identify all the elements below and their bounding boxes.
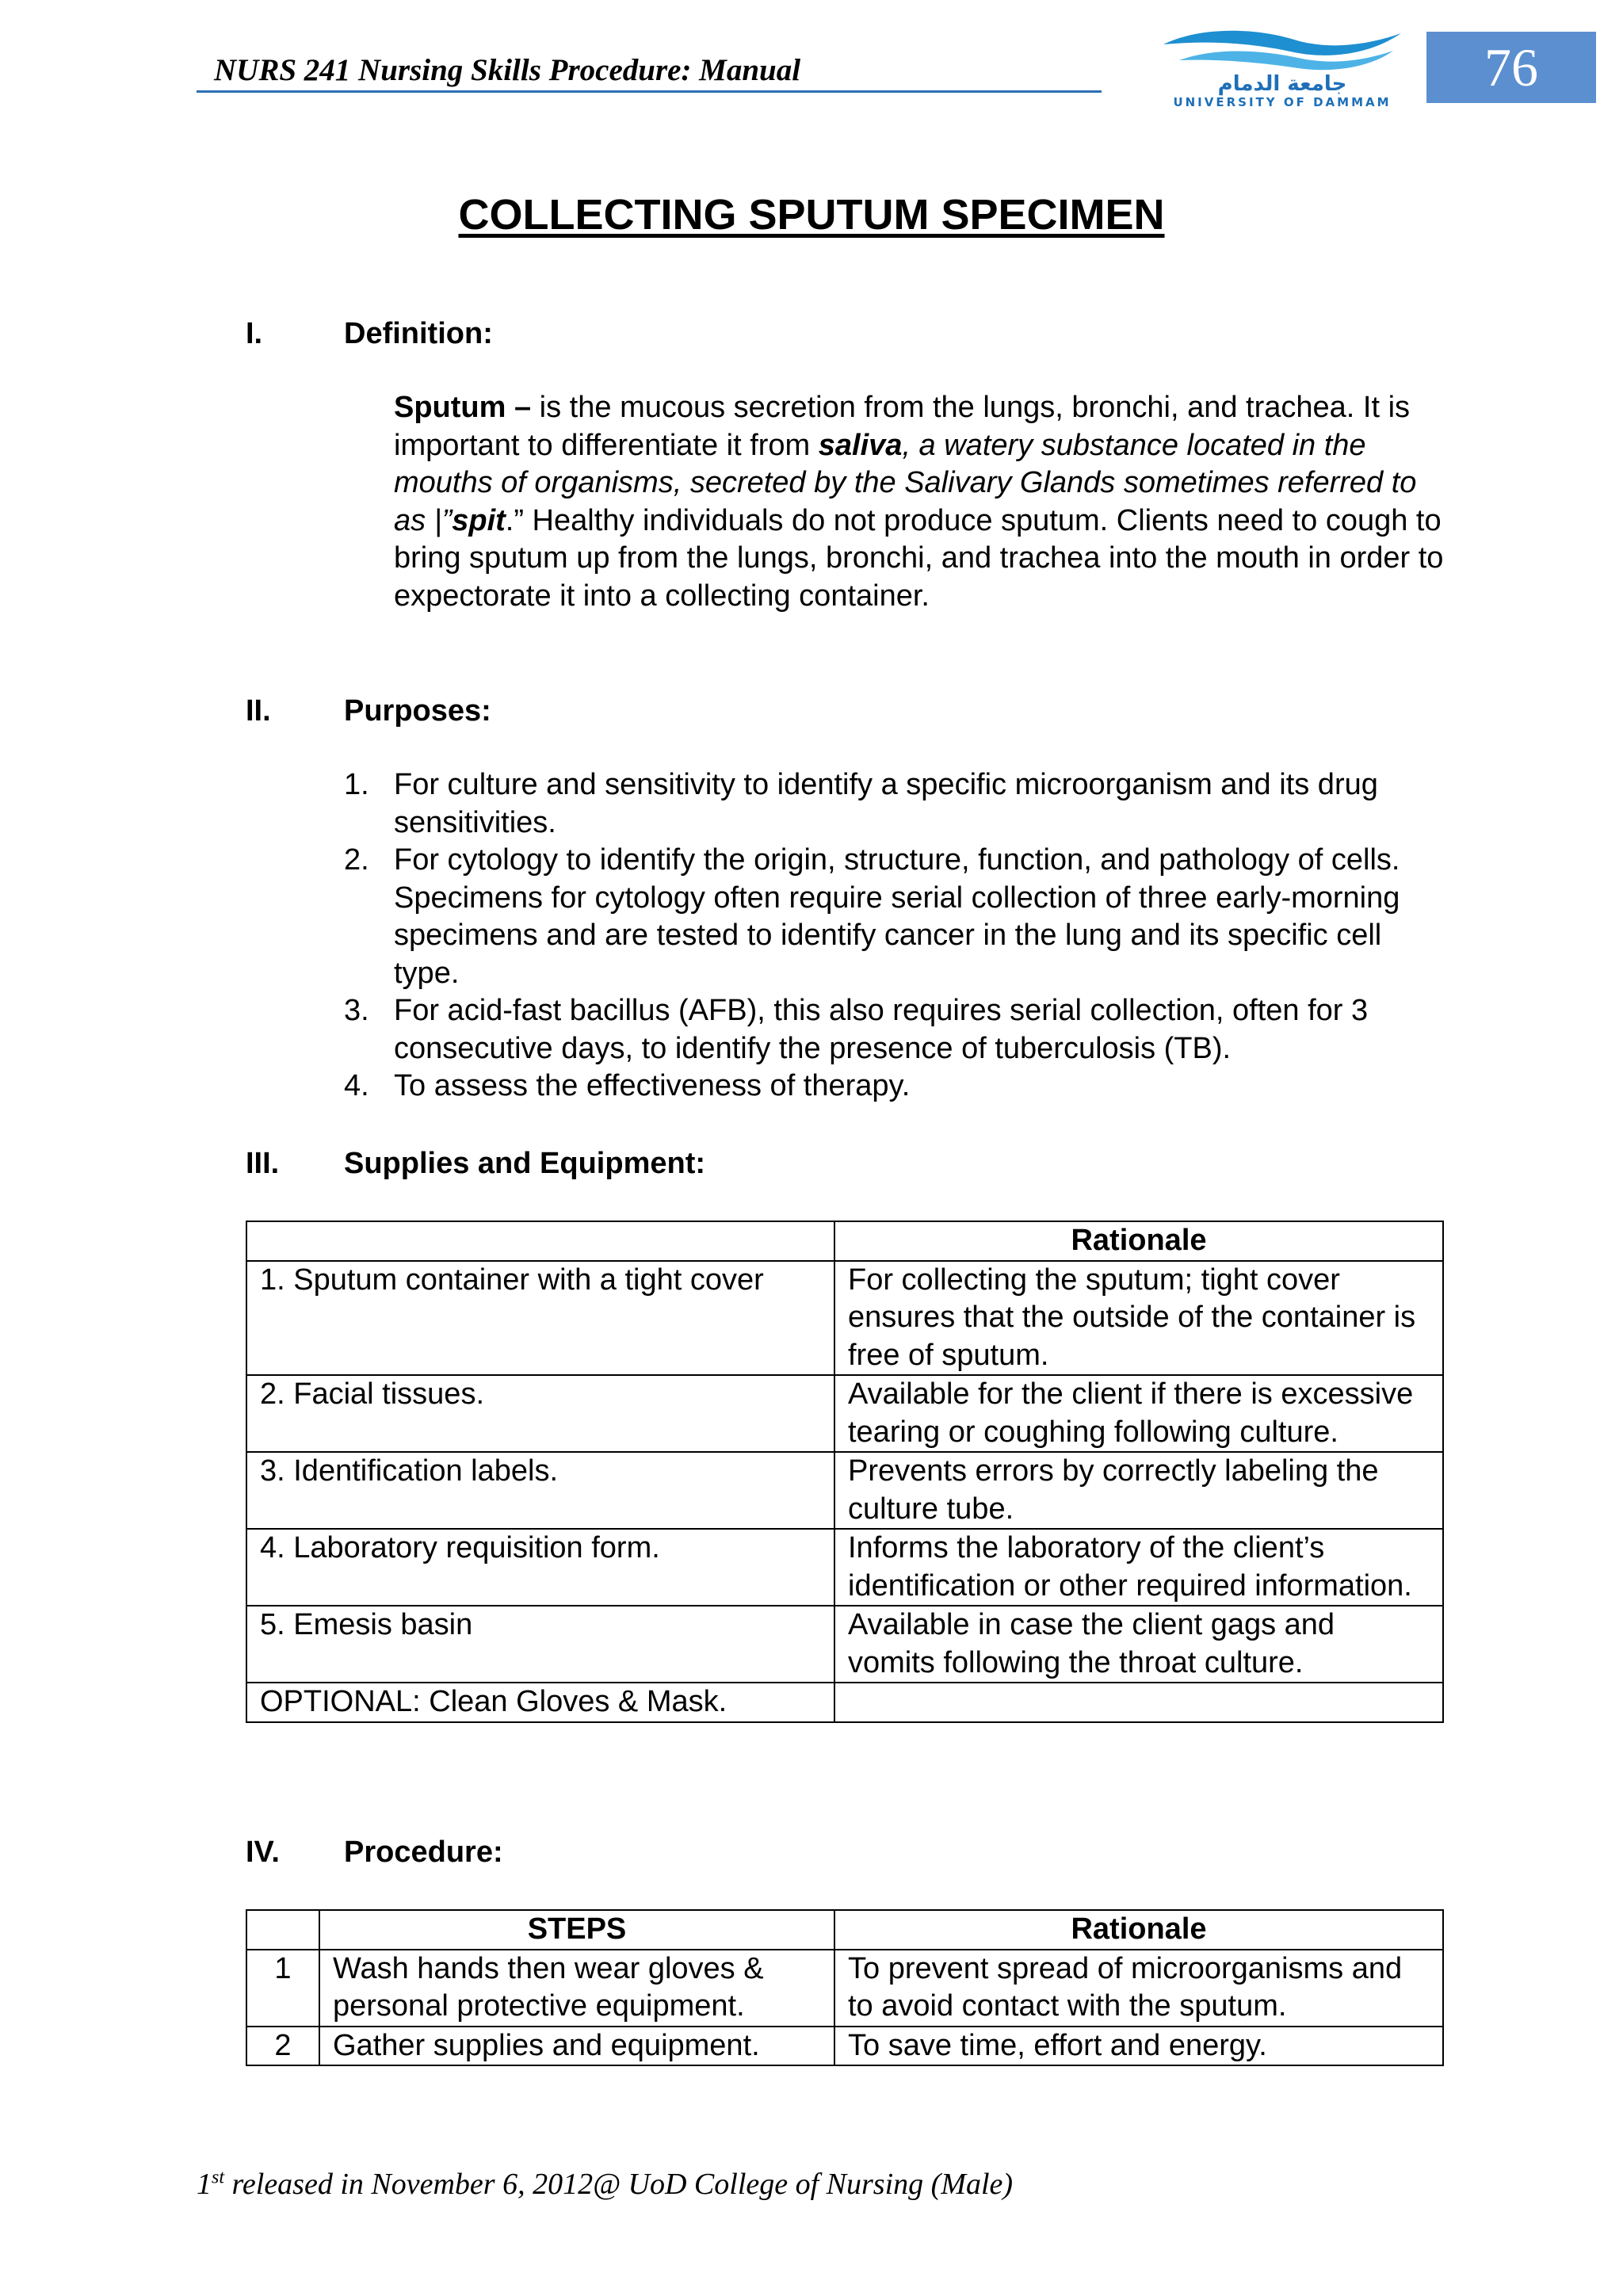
- header-rule: [197, 90, 1102, 93]
- step-rationale: To prevent spread of microorganisms and to avoid contact with the sputum.: [834, 1950, 1443, 2027]
- logo-arabic: جامعة الدمام: [1217, 72, 1347, 96]
- definition-text: Healthy individuals do not produce sputum. Clients need to cough to bring sputum up from the lungs, bronchi, and trachea into the mouth in order to expectorate it into a collecting container.: [394, 503, 1444, 613]
- table-row: [246, 1950, 1443, 2027]
- column-header-item: [246, 1221, 834, 1261]
- table-row: [246, 1261, 1443, 1376]
- supply-item: 5. Emesis basin: [246, 1606, 834, 1683]
- page-number: 76: [1426, 32, 1596, 103]
- supply-rationale: Prevents errors by correctly labeling the culture tube.: [834, 1452, 1443, 1529]
- step-text: Wash hands then wear gloves & personal protective equipment.: [319, 1950, 834, 2027]
- footer-ordinal: 1: [197, 2168, 212, 2201]
- list-number: 2.: [344, 843, 369, 877]
- table-row: [246, 1452, 1443, 1529]
- step-number: 1: [246, 1950, 319, 2027]
- list-number: 4.: [344, 1069, 369, 1102]
- section-numeral: IV.: [246, 1836, 280, 1869]
- procedure-table: [246, 1909, 1444, 2066]
- supply-rationale: Available in case the client gags and vomits following the throat culture.: [834, 1606, 1443, 1683]
- list-number: 1.: [344, 768, 369, 801]
- manual-title: NURS 241 Nursing Skills Procedure: Manual: [214, 53, 801, 87]
- table-row: [246, 1375, 1443, 1452]
- logo-wave-top: [1163, 31, 1401, 55]
- list-text: For acid-fast bacillus (AFB), this also requires serial collection, often for 3 consecutive days, to identify the presence of tuberculosis (TB).: [394, 994, 1369, 1065]
- logo-english: UNIVERSITY OF DAMMAM: [1173, 95, 1392, 109]
- supply-item: 1. Sputum container with a tight cover: [246, 1261, 834, 1376]
- supplies-table: [246, 1221, 1444, 1723]
- university-logo: [1132, 27, 1433, 109]
- purposes-list: [344, 766, 1453, 1106]
- term-spit: spit: [452, 503, 506, 537]
- column-header-steps: STEPS: [319, 1910, 834, 1950]
- list-item: [344, 842, 1453, 992]
- definition-paragraph: [394, 389, 1456, 615]
- section-numeral: III.: [246, 1147, 280, 1180]
- section-numeral: I.: [246, 317, 263, 350]
- page-title: COLLECTING SPUTUM SPECIMEN: [458, 191, 1165, 239]
- list-text: For culture and sensitivity to identify a specific microorganism and its drug sensitivities.: [394, 768, 1378, 839]
- table-row: [246, 1529, 1443, 1606]
- section-heading-procedure: Procedure:: [344, 1836, 503, 1869]
- table-row: [246, 1606, 1443, 1683]
- step-number: 2: [246, 2027, 319, 2066]
- definition-text: .”: [505, 503, 524, 537]
- supply-item: 4. Laboratory requisition form.: [246, 1529, 834, 1606]
- section-heading-definition: Definition:: [344, 317, 493, 350]
- definition-term: Sputum –: [394, 391, 532, 424]
- list-item: [344, 766, 1453, 842]
- list-number: 3.: [344, 994, 369, 1027]
- supply-item: 2. Facial tissues.: [246, 1375, 834, 1452]
- step-rationale: To save time, effort and energy.: [834, 2027, 1443, 2066]
- section-heading-purposes: Purposes:: [344, 694, 491, 728]
- supply-rationale: [834, 1683, 1443, 1722]
- table-row: [246, 1683, 1443, 1722]
- supply-rationale: Informs the laboratory of the client’s identification or other required information.: [834, 1529, 1443, 1606]
- table-header-row: [246, 1910, 1443, 1950]
- list-text: For cytology to identify the origin, structure, function, and pathology of cells. Specimens for cytology often require serial collection of three early-morning specimens and are tested to identify cancer in the lung and its specific cell type.: [394, 843, 1400, 990]
- step-text: Gather supplies and equipment.: [319, 2027, 834, 2066]
- table-row: [246, 2027, 1443, 2066]
- column-header-number: [246, 1910, 319, 1950]
- section-numeral: II.: [246, 694, 271, 728]
- footer-release-note: [197, 2167, 1013, 2202]
- footer-ordinal-suffix: st: [212, 2167, 225, 2188]
- logo-wave-mid: [1179, 51, 1393, 70]
- footer-text: released in November 6, 2012@ UoD College of Nursing (Male): [224, 2168, 1014, 2201]
- column-header-rationale: Rationale: [834, 1221, 1443, 1261]
- supply-rationale: Available for the client if there is excessive tearing or coughing following culture.: [834, 1375, 1443, 1452]
- definition-text-italic: , a watery substance located in the mouths of organisms, secreted by the Salivary Glands sometimes referred to as |”: [394, 428, 1417, 537]
- term-saliva: saliva: [818, 428, 903, 462]
- list-item: [344, 992, 1453, 1068]
- supply-item: 3. Identification labels.: [246, 1452, 834, 1529]
- section-heading-supplies: Supplies and Equipment:: [344, 1147, 706, 1180]
- list-text: To assess the effectiveness of therapy.: [394, 1069, 911, 1102]
- supply-rationale: For collecting the sputum; tight cover ensures that the outside of the container is free of sputum.: [834, 1261, 1443, 1376]
- supply-item: OPTIONAL: Clean Gloves & Mask.: [246, 1683, 834, 1722]
- definition-text: is the mucous secretion from the lungs, bronchi, and trachea. It is important to differentiate it from: [394, 391, 1411, 462]
- list-item: [344, 1068, 1453, 1106]
- column-header-rationale: Rationale: [834, 1910, 1443, 1950]
- table-header-row: [246, 1221, 1443, 1261]
